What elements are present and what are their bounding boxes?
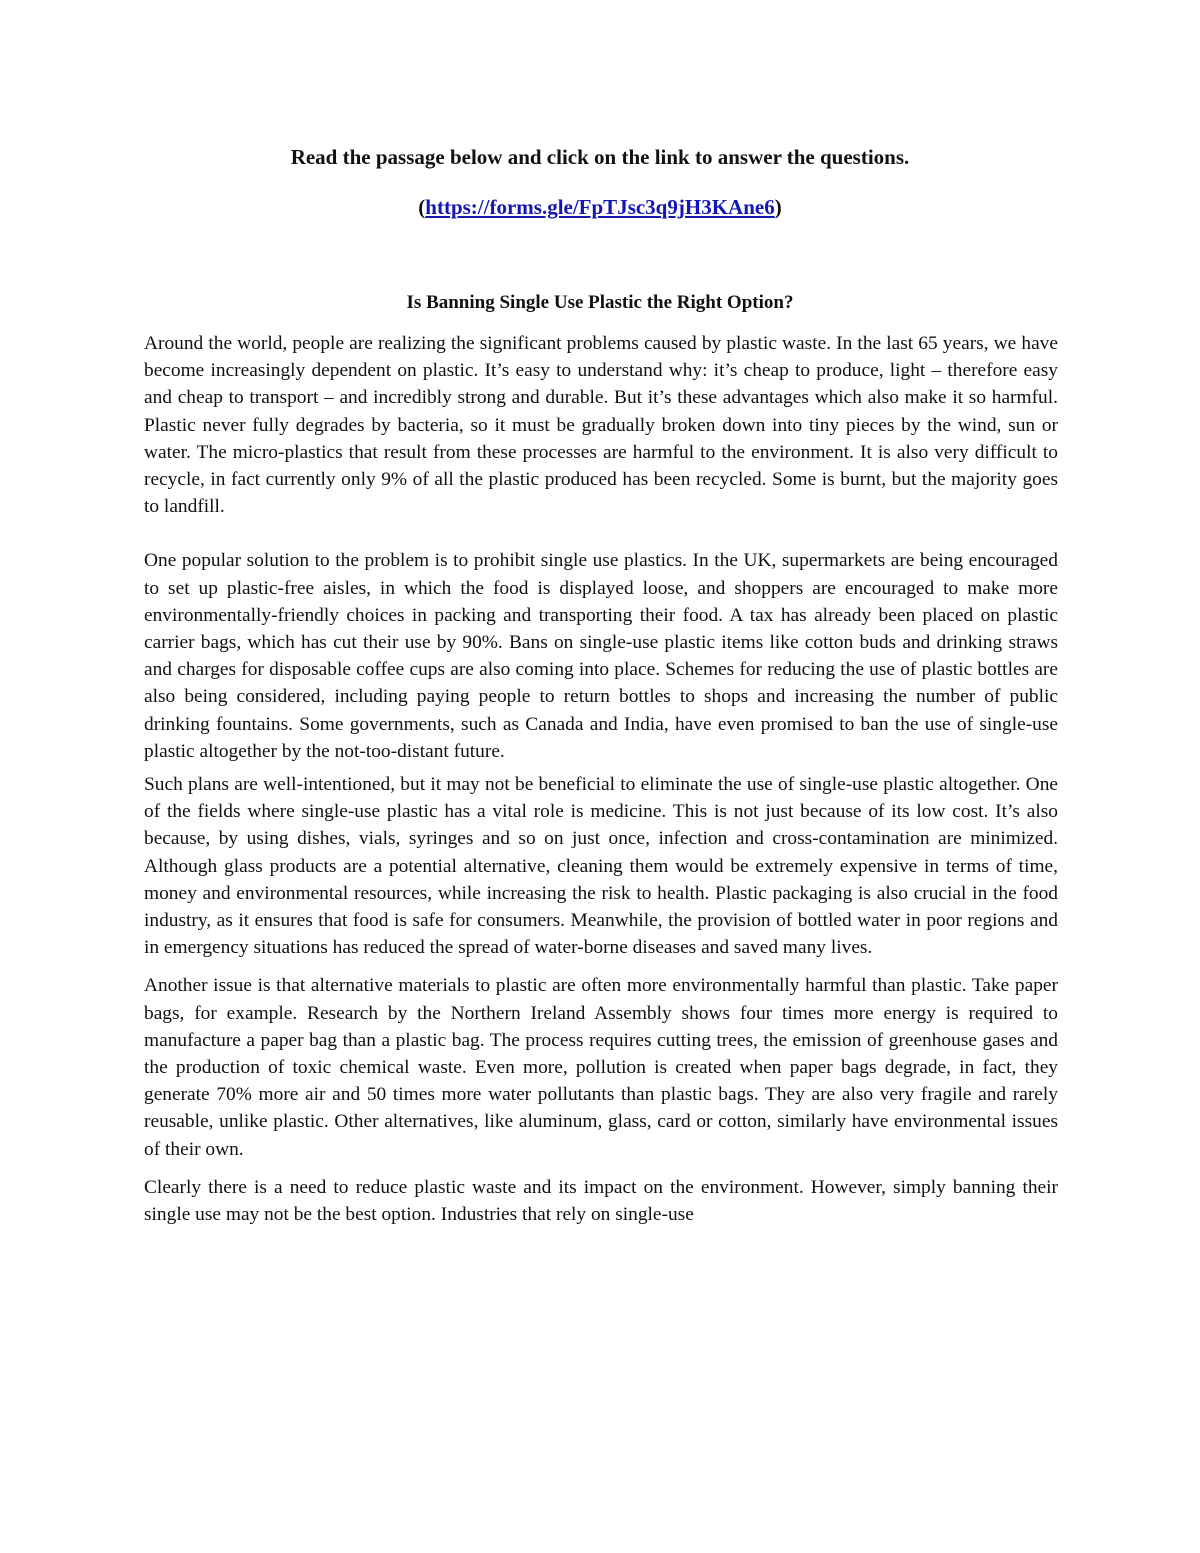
link-close-paren: ) bbox=[774, 195, 782, 219]
paragraph-1: Around the world, people are realizing the significant problems caused by plastic waste. In the last 65 years, we have become increasingly dependent on plastic. It’s easy to understand why: it’s cheap to produce, light – therefore easy and cheap to transport – and incredibly strong and durable. But it’s these advantages which also make it so harmful. Plastic never fully degrades by bacteria, so it must be gradually broken down into tiny pieces by the wind, sun or water. The micro-plastics that result from these processes are harmful to the environment. It is also very difficult to recycle, in fact currently only 9% of all the plastic produced has been recycled. Some is burnt, but the majority goes to landfill. bbox=[144, 333, 1058, 518]
link-open-paren: ( bbox=[418, 195, 426, 219]
paragraph-3: Such plans are well-intentioned, but it may not be beneficial to eliminate the use of single-use plastic altogether. One of the fields where single-use plastic has a vital role is medicine. This is not just because of its low cost. It’s also because, by using dishes, vials, syringes and so on just once, infection and cross-contamination are minimized. Although glass products are a potential alternative, cleaning them would be extremely expensive in terms of time, money and environmental resources, while increasing the risk to health. Plastic packaging is also crucial in the food industry, as it ensures that food is safe for consumers. Meanwhile, the provision of bottled water in poor regions and in emergency situations has reduced the spread of water-borne diseases and saved many lives. bbox=[144, 774, 1058, 959]
paragraph-2: One popular solution to the problem is to prohibit single use plastics. In the UK, supermarkets are being encouraged to set up plastic-free aisles, in which the food is displayed loose, and shoppers are encouraged to make more environmentally-friendly choices in packing and transporting their food. A tax has already been placed on plastic carrier bags, which has cut their use by 90%. Bans on single-use plastic items like cotton buds and drinking straws and charges for disposable coffee cups are also coming into place. Schemes for reducing the use of plastic bottles are also being considered, including paying people to return bottles to shops and increasing the number of public drinking fountains. Some governments, such as Canada and India, have even promised to ban the use of single-use plastic altogether by the not-too-distant future. bbox=[144, 550, 1058, 762]
passage-title: Is Banning Single Use Plastic the Right Option? bbox=[406, 292, 794, 313]
instruction-heading: Read the passage below and click on the link to answer the questions. bbox=[290, 145, 910, 169]
form-link-line bbox=[0, 193, 1200, 221]
passage-body bbox=[144, 330, 1058, 1228]
paragraph-4: Another issue is that alternative materials to plastic are often more environmentally harmful than plastic. Take paper bags, for example. Research by the Northern Ireland Assembly shows four times more energy is required to manufacture a paper bag than a plastic bag. The process requires cutting trees, the emission of greenhouse gases and the production of toxic chemical waste. Even more, pollution is created when paper bags degrade, in fact, they generate 70% more air and 50 times more water pollutants than plastic bags. They are also very fragile and rarely reusable, unlike plastic. Other alternatives, like aluminum, glass, card or cotton, similarly have environmental issues of their own. bbox=[144, 975, 1058, 1160]
paragraph-5: Clearly there is a need to reduce plastic waste and its impact on the environment. However, simply banning their single use may not be the best option. Industries that rely on single-use bbox=[144, 1176, 1058, 1226]
form-link[interactable]: https://forms.gle/FpTJsc3q9jH3KAne6 bbox=[425, 195, 775, 219]
